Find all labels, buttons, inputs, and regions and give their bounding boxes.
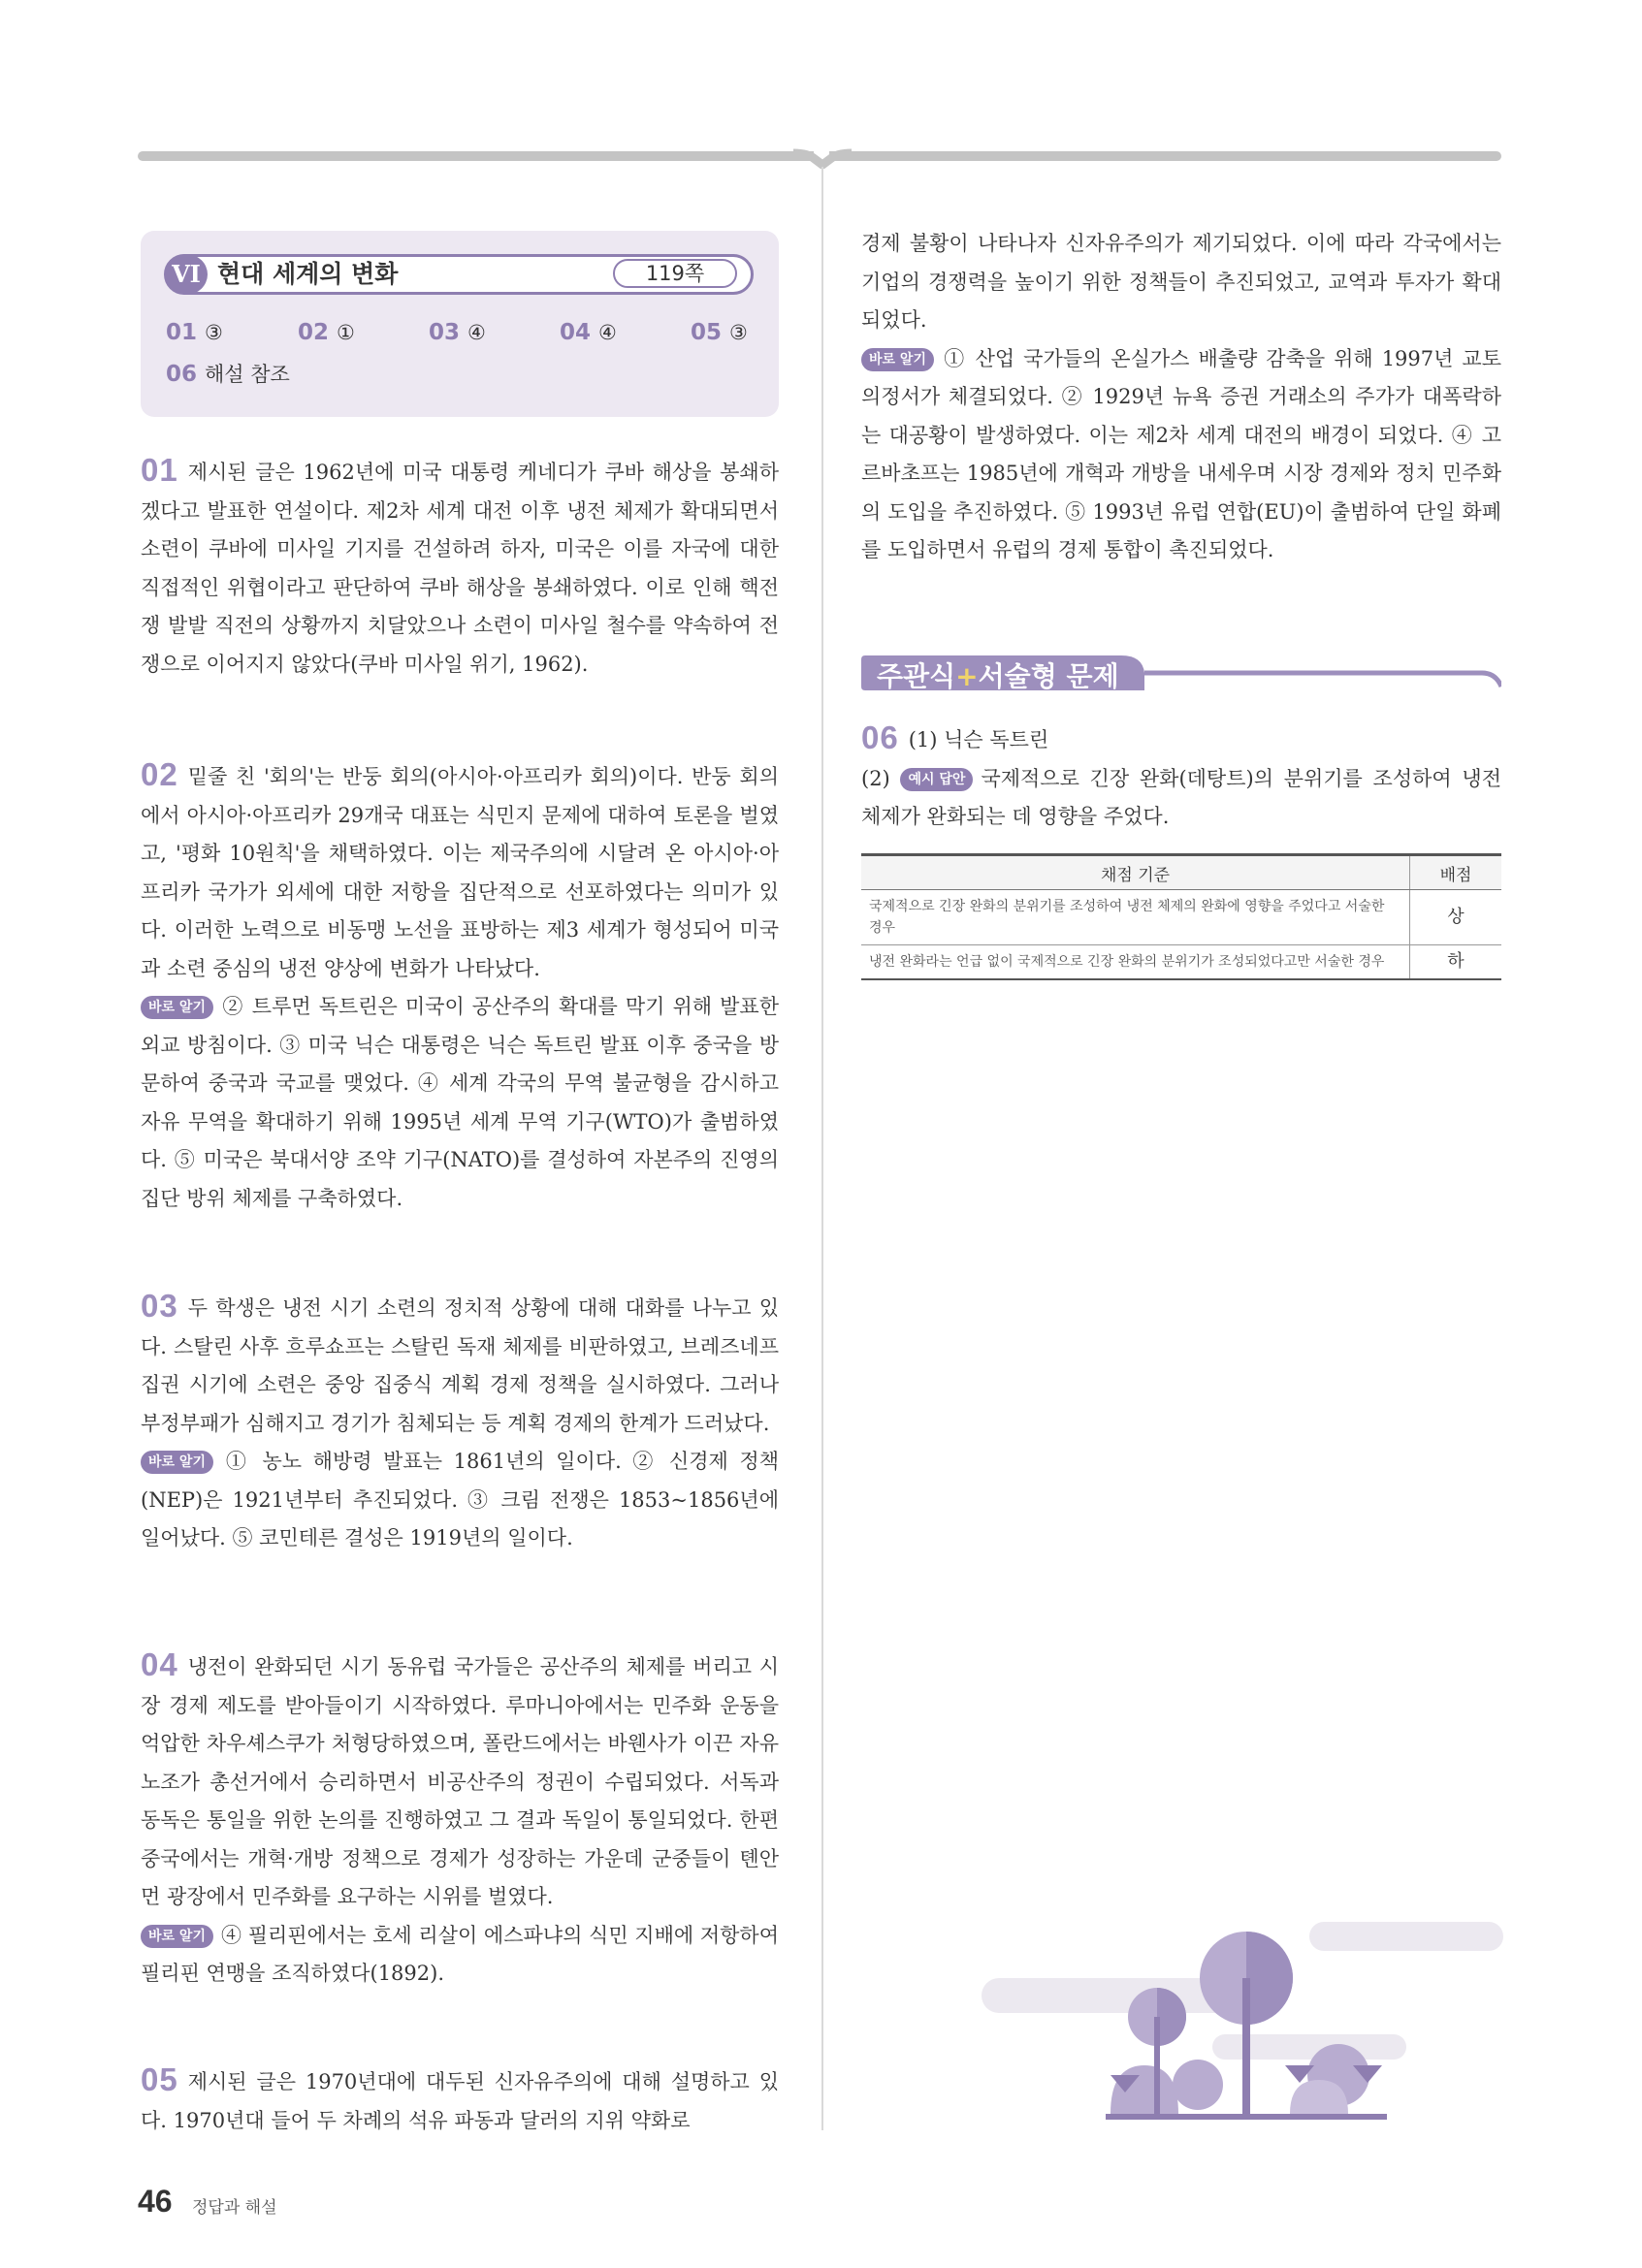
explanation-text: 경제 불황이 나타나자 신자유주의가 제기되었다. 이에 따라 각국에서는 기업의 경쟁력을 높이기 위한 정책들이 추진되었고, 교역과 투자가 확대되었다. bbox=[861, 232, 1501, 332]
table-header-row bbox=[861, 855, 1501, 890]
header-rule-right bbox=[829, 151, 1501, 161]
answer-item: 01 ③ bbox=[166, 320, 223, 345]
criteria-cell: 냉전 완화라는 언급 없이 국제적으로 긴장 완화의 분위기가 조성되었다고만 서술한 경우 bbox=[861, 945, 1410, 980]
answer-item: 04 ④ bbox=[560, 320, 617, 345]
question-01 bbox=[141, 454, 779, 684]
question-number: 03 bbox=[141, 1288, 178, 1324]
example-answer-badge: 예시 답안 bbox=[900, 768, 973, 791]
question-number: 01 bbox=[141, 452, 178, 488]
answer-item: 02 ① bbox=[298, 320, 355, 345]
check-badge: 바로 알기 bbox=[141, 996, 213, 1019]
unit-header bbox=[164, 254, 754, 295]
question-05-part1 bbox=[141, 2063, 779, 2140]
header-notch bbox=[793, 145, 852, 169]
header-rule-left bbox=[138, 151, 814, 161]
explanation-text: 02 밑줄 친 '회의'는 반둥 회의(아시아·아프리카 회의)이다. 반둥 회의에서 아시아·아프리카 29개국 대표는 식민지 문제에 대하여 토론을 벌였고, '평화 10원칙'을 채택하였다. 이는 제국주의에 시달려 온 아시아·아프리카 국가가 외세에 대한 저항을 집단적으로 선포하였다는 의미가 있다. 이러한 노력으로 비동맹 노선을 표방하는 제3 세계가 형성되어 미국과 소련 중심의 냉전 양상에 변화가 나타났다. bbox=[141, 756, 779, 980]
question-04 bbox=[141, 1648, 779, 1994]
unit-number: VI bbox=[165, 254, 208, 295]
answer-row-1 bbox=[166, 320, 757, 349]
score-cell: 상 bbox=[1410, 890, 1502, 945]
table-row bbox=[861, 945, 1501, 980]
section-banner bbox=[861, 652, 1501, 696]
table-header-score: 배점 bbox=[1410, 855, 1502, 890]
question-number: 02 bbox=[141, 756, 178, 792]
answer-item: 05 ③ bbox=[691, 320, 748, 345]
explanation-text: 01 제시된 글은 1962년에 미국 대통령 케네디가 쿠바 해상을 봉쇄하겠다고 발표한 연설이다. 제2차 세계 대전 이후 냉전 체제가 확대되면서 소련이 쿠바에 미사일 기지를 건설하려 하자, 미국은 이를 자국에 대한 직접적인 위협이라고 판단하여 쿠바 해상을 봉쇄하였다. 이로 인해 핵전쟁 발발 직전의 상황까지 치달았으나 소련이 미사일 철수를 약속하여 전쟁으로 이어지지 않았다(쿠바 미사일 위기, 1962). bbox=[141, 452, 779, 676]
check-note: 바로 알기 ② 트루먼 독트린은 미국이 공산주의 확대를 막기 위해 발표한 외교 방침이다. ③ 미국 닉슨 대통령은 닉슨 독트린 발표 이후 중국을 방문하여 중국과 국교를 맺었다. ④ 세계 각국의 무역 불균형을 감시하고 자유 무역을 확대하기 위해 1995년 세계 무역 기구(WTO)가 출범하였다. ⑤ 미국은 북대서양 조약 기구(NATO)를 결성하여 자본주의 진영의 집단 방위 체제를 구축하였다. bbox=[141, 995, 779, 1210]
explanation-text: 03 두 학생은 냉전 시기 소련의 정치적 상황에 대해 대화를 나누고 있다. 스탈린 사후 흐루쇼프는 스탈린 독재 체제를 비판하였고, 브레즈네프 집권 시기에 소련은 중앙 집중식 계획 경제 정책을 실시하였다. 그러나 부정부패가 심해지고 경기가 침체되는 등 계획 경제의 한계가 드러났다. bbox=[141, 1288, 779, 1435]
answer-part-2: (2) 예시 답안 국제적으로 긴장 완화(데탕트)의 분위기를 조성하여 냉전 체제가 완화되는 데 영향을 주었다. bbox=[861, 766, 1501, 828]
question-06 bbox=[861, 721, 1501, 837]
check-note: 바로 알기 ① 산업 국가들의 온실가스 배출량 감축을 위해 1997년 교토 의정서가 체결되었다. ② 1929년 뉴욕 증권 거래소의 주가가 대폭락하는 대공황이 발생하였다. 이는 제2차 세계 대전의 배경이 되었다. ④ 고르바초프는 1985년에 개혁과 개방을 내세우며 시장 경제와 정치 민주화의 도입을 추진하였다. ⑤ 1993년 유럽 연합(EU)이 출범하여 단일 화폐를 도입하면서 유럽의 경제 통합이 촉진되었다. bbox=[861, 346, 1501, 561]
criteria-cell: 국제적으로 긴장 완화의 분위기를 조성하여 냉전 체제의 완화에 영향을 주었다고 서술한 경우 bbox=[861, 890, 1410, 945]
column-divider bbox=[821, 167, 823, 2130]
question-05-part2 bbox=[861, 225, 1501, 570]
check-badge: 바로 알기 bbox=[141, 1451, 213, 1474]
footer-label: 정답과 해설 bbox=[192, 2198, 277, 2218]
check-badge: 바로 알기 bbox=[141, 1925, 213, 1948]
question-02 bbox=[141, 758, 779, 1218]
check-note: 바로 알기 ① 농노 해방령 발표는 1861년의 일이다. ② 신경제 정책(NEP)은 1921년부터 추진되었다. ③ 크림 전쟁은 1853~1856년에 일어났다. ⑤ 코민테른 결성은 1919년의 일이다. bbox=[141, 1450, 779, 1549]
answer-item: 06 해설 참조 bbox=[166, 362, 290, 387]
tree-illustration bbox=[980, 1920, 1503, 2133]
banner-title: 주관식+서술형 문제 bbox=[877, 660, 1119, 692]
check-note: 바로 알기 ④ 필리핀에서는 호세 리살이 에스파냐의 식민 지배에 저항하여 필리핀 연맹을 조직하였다(1892). bbox=[141, 1923, 779, 1985]
grading-table bbox=[861, 853, 1501, 980]
page-number: 46 bbox=[138, 2184, 173, 2219]
check-badge: 바로 알기 bbox=[861, 348, 934, 371]
answer-item: 03 ④ bbox=[429, 320, 486, 345]
answer-summary-box bbox=[141, 231, 779, 417]
question-number: 05 bbox=[141, 2061, 178, 2097]
answer-row-2 bbox=[166, 359, 757, 388]
score-cell: 하 bbox=[1410, 945, 1502, 980]
unit-title: 현대 세계의 변화 bbox=[217, 260, 399, 288]
table-header-criteria: 채점 기준 bbox=[861, 855, 1410, 890]
table-row bbox=[861, 890, 1501, 945]
question-number: 06 bbox=[861, 719, 899, 755]
answer-part-1: 06 (1) 닉슨 독트린 bbox=[861, 719, 1049, 755]
question-number: 04 bbox=[141, 1646, 178, 1682]
explanation-text: 04 냉전이 완화되던 시기 동유럽 국가들은 공산주의 체제를 버리고 시장 경제 제도를 받아들이기 시작하였다. 루마니아에서는 민주화 운동을 억압한 차우셰스쿠가 처형당하였으며, 폴란드에서는 바웬사가 이끈 자유 노조가 총선거에서 승리하면서 비공산주의 정권이 수립되었다. 서독과 동독은 통일을 위한 논의를 진행하였고 그 결과 독일이 통일되었다. 한편 중국에서는 개혁·개방 정책으로 경제가 성장하는 가운데 군중들이 톈안먼 광장에서 민주화를 요구하는 시위를 벌였다. bbox=[141, 1646, 779, 1908]
page-reference: 119쪽 bbox=[613, 259, 737, 288]
explanation-text: 05 제시된 글은 1970년대에 대두된 신자유주의에 대해 설명하고 있다. 1970년대 들어 두 차례의 석유 파동과 달러의 지위 약화로 bbox=[141, 2061, 779, 2132]
question-03 bbox=[141, 1290, 779, 1558]
